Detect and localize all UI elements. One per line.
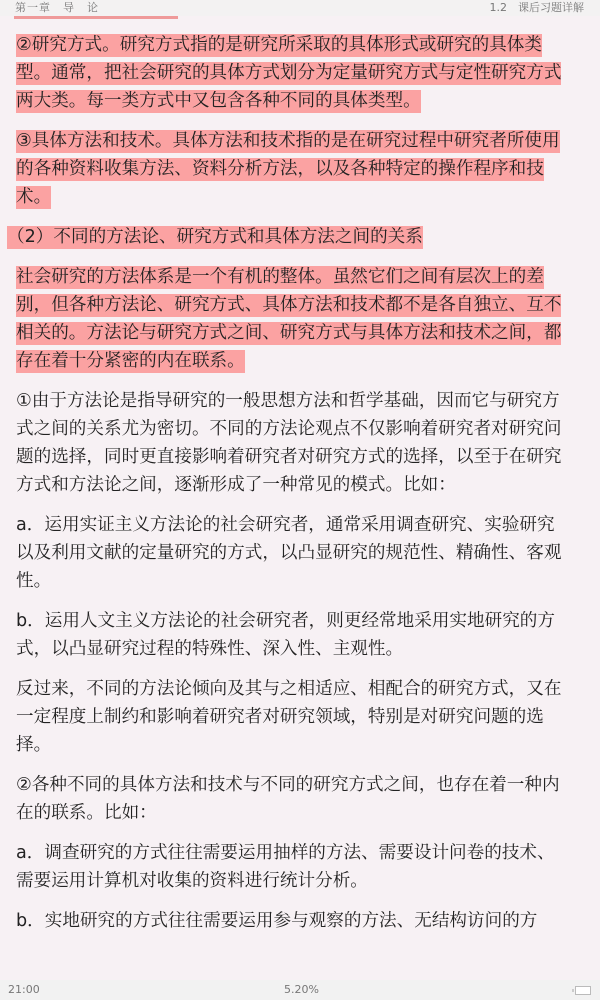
- text-line: [16, 868, 586, 896]
- line-text: a．运用实证主义方法论的社会研究者，通常采用调查研究、实验研究: [16, 515, 555, 535]
- text-line: [16, 292, 586, 320]
- text-line: [16, 908, 586, 936]
- highlighted-paragraph[interactable]: [16, 128, 586, 212]
- text-line: [16, 416, 586, 444]
- paragraph[interactable]: [16, 388, 586, 500]
- text-line: [16, 184, 586, 212]
- line-text: 相关的。方法论与研究方式之间、研究方式与具体方法和技术之间，都: [16, 323, 562, 343]
- line-text: 两大类。每一类方式中又包含各种不同的具体类型。: [16, 91, 421, 111]
- paragraph[interactable]: [16, 512, 586, 596]
- paragraph[interactable]: [16, 840, 586, 896]
- line-text: 在的联系。比如：: [16, 803, 157, 823]
- text-line: [16, 512, 586, 540]
- line-text: 型。通常，把社会研究的具体方式划分为定量研究方式与定性研究方式: [16, 63, 562, 83]
- text-line: [16, 472, 586, 500]
- text-line: [16, 128, 586, 156]
- paragraph[interactable]: [16, 676, 586, 760]
- section-title: 1.2 课后习题详解: [489, 1, 584, 14]
- chapter-progress-indicator: [14, 16, 178, 19]
- line-text: 题的选择，同时更直接影响着研究者对研究方式的选择，以至于在研究: [16, 447, 562, 467]
- text-line: [16, 704, 586, 732]
- text-line: [16, 636, 586, 664]
- line-text: 反过来，不同的方法论倾向及其与之相适应、相配合的研究方式，又在: [16, 679, 562, 699]
- text-line: [16, 60, 586, 88]
- text-line: [16, 540, 586, 568]
- text-line: [16, 676, 586, 704]
- text-line: [7, 224, 586, 252]
- line-text: 择。: [16, 735, 52, 755]
- line-text: 性。: [16, 571, 52, 591]
- section-heading[interactable]: [7, 224, 586, 252]
- book-content[interactable]: [7, 32, 586, 948]
- highlighted-paragraph[interactable]: [16, 264, 586, 376]
- line-text: 一定程度上制约和影响着研究者对研究领域，特别是对研究问题的选: [16, 707, 544, 727]
- text-line: [16, 88, 586, 116]
- line-text: ①由于方法论是指导研究的一般思想方法和哲学基础，因而它与研究方: [16, 391, 560, 411]
- line-text: 需要运用计算机对收集的资料进行统计分析。: [16, 871, 368, 891]
- text-line: [16, 840, 586, 868]
- line-text: ②研究方式。研究方式指的是研究所采取的具体形式或研究的具体类: [16, 35, 542, 55]
- reader-header: [0, 0, 600, 16]
- text-line: [16, 32, 586, 60]
- text-line: [16, 388, 586, 416]
- reader-footer: [0, 980, 600, 1000]
- line-text: 存在着十分紧密的内在联系。: [16, 351, 245, 371]
- text-line: [16, 772, 586, 800]
- line-text: 别，但各种方法论、研究方式、具体方法和技术都不是各自独立、互不: [16, 295, 562, 315]
- battery-icon: [575, 986, 591, 995]
- line-text: b．运用人文主义方法论的社会研究者，则更经常地采用实地研究的方: [16, 611, 555, 631]
- line-text: 的各种资料收集方法、资料分析方法，以及各种特定的操作程序和技: [16, 159, 544, 179]
- text-line: [16, 264, 586, 292]
- line-text: b．实地研究的方式往往需要运用参与观察的方法、无结构访问的方: [16, 911, 538, 931]
- paragraph[interactable]: [16, 772, 586, 828]
- line-text: 术。: [16, 187, 52, 207]
- line-text: 方式和方法论之间，逐渐形成了一种常见的模式。比如：: [16, 475, 456, 495]
- text-line: [16, 444, 586, 472]
- text-line: [16, 348, 586, 376]
- text-line: [16, 608, 586, 636]
- line-text: （2）不同的方法论、研究方式和具体方法之间的关系: [7, 227, 423, 247]
- reading-progress: 5.20%: [284, 983, 319, 996]
- line-text: 式，以凸显研究过程的特殊性、深入性、主观性。: [16, 639, 404, 659]
- text-line: [16, 800, 586, 828]
- chapter-title: 第一章 导 论: [15, 1, 99, 14]
- line-text: 式之间的关系尤为密切。不同的方法论观点不仅影响着研究者对研究问: [16, 419, 562, 439]
- line-text: 以及利用文献的定量研究的方式，以凸显研究的规范性、精确性、客观: [16, 543, 562, 563]
- line-text: a．调查研究的方式往往需要运用抽样的方法、需要设计问卷的技术、: [16, 843, 555, 863]
- line-text: 社会研究的方法体系是一个有机的整体。虽然它们之间有层次上的差: [16, 267, 544, 287]
- text-line: [16, 156, 586, 184]
- paragraph[interactable]: [16, 608, 586, 664]
- text-line: [16, 732, 586, 760]
- text-line: [16, 568, 586, 596]
- paragraph[interactable]: [16, 908, 586, 936]
- clock: 21:00: [8, 983, 40, 996]
- highlighted-paragraph[interactable]: [16, 32, 586, 116]
- text-line: [16, 320, 586, 348]
- line-text: ③具体方法和技术。具体方法和技术指的是在研究过程中研究者所使用: [16, 131, 560, 151]
- line-text: ②各种不同的具体方法和技术与不同的研究方式之间，也存在着一种内: [16, 775, 560, 795]
